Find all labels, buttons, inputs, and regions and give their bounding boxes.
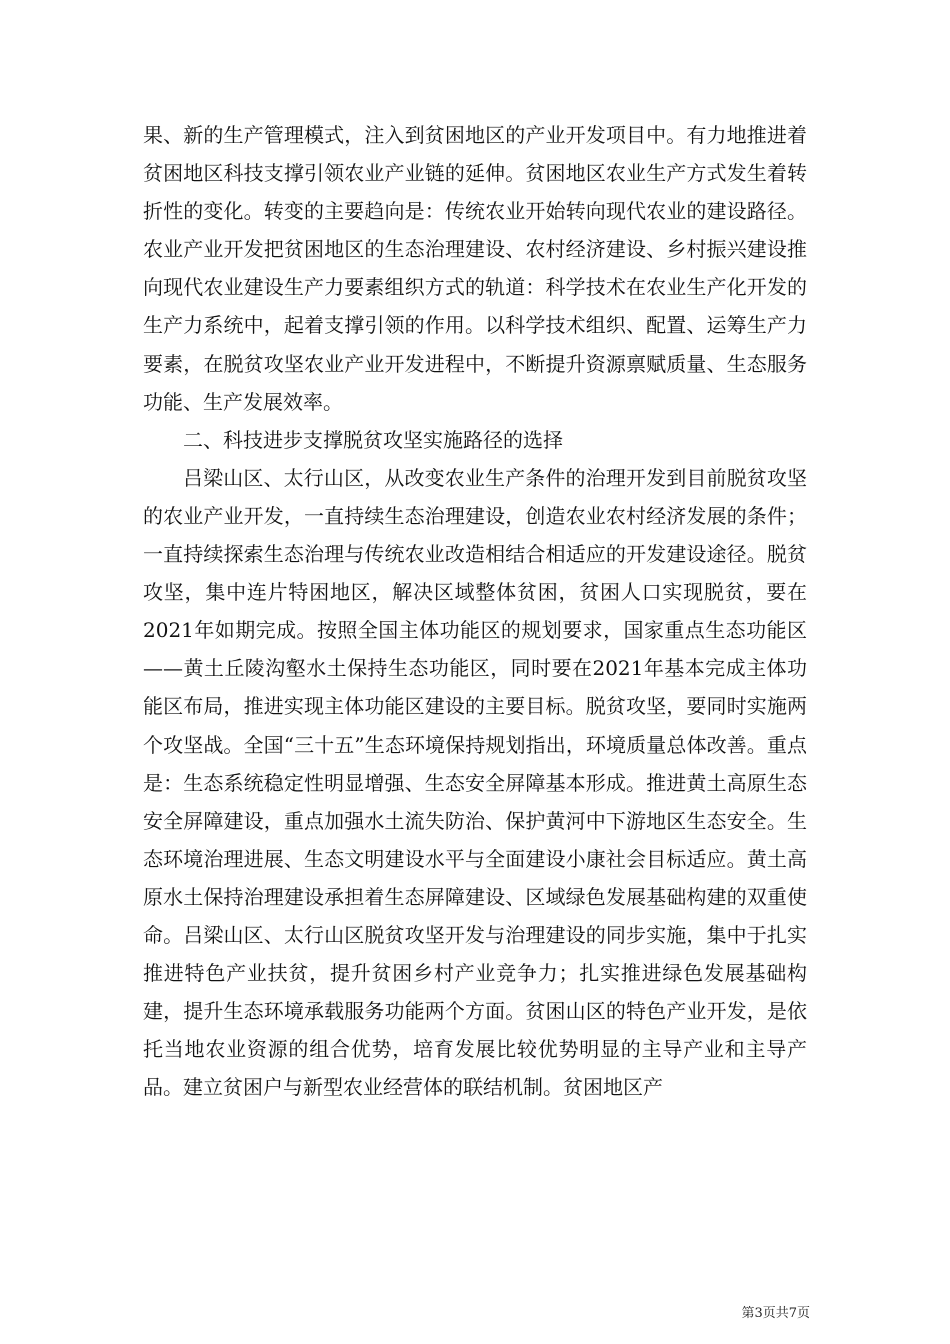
body-paragraph: 果、新的生产管理模式，注入到贫困地区的产业开发项目中。有力地推进着贫困地区科技支撑引领农业产业链的延伸。贫困地区农业生产方式发生着转折性的变化。转变的主要趋向是：传统农业开始转向现代农业的建设路径。农业产业开发把贫困地区的生态治理建设、农村经济建设、乡村振兴建设推向现代农业建设生产力要素组织方式的轨道：科学技术在农业生产化开发的生产力系统中，起着支撑引领的作用。以科学技术组织、配置、运筹生产力要素，在脱贫攻坚农业产业开发进程中，不断提升资源禀赋质量、生态服务功能、生产发展效率。 [143, 123, 807, 414]
page-number-footer: 第3页共7页 [741, 1306, 810, 1321]
body-paragraph: 吕梁山区、太行山区，从改变农业生产条件的治理开发到目前脱贫攻坚的农业产业开发，一直持续生态治理建设，创造农业农村经济发展的条件；一直持续探索生态治理与传统农业改造相结合相适应的开发建设途径。脱贫攻坚，集中连片特困地区，解决区域整体贫困，贫困人口实现脱贫，要在2021年如期完成。按照全国主体功能区的规划要求，国家重点生态功能区——黄土丘陵沟壑水土保持生态功能区，同时要在2021年基本完成主体功能区布局，推进实现主体功能区建设的主要目标。脱贫攻坚，要同时实施两个攻坚战。全国“三十五”生态环境保持规划指出，环境质量总体改善。重点是：生态系统稳定性明显增强、生态安全屏障基本形成。推进黄土高原生态安全屏障建设，重点加强水土流失防治、保护黄河中下游地区生态安全。生态环境治理进展、生态文明建设水平与全面建设小康社会目标适应。黄土高原水土保持治理建设承担着生态屏障建设、区域绿色发展基础构建的双重使命。吕梁山区、太行山区脱贫攻坚开发与治理建设的同步实施，集中于扎实推进特色产业扶贫，提升贫困乡村产业竞争力；扎实推进绿色发展基础构建，提升生态环境承载服务功能两个方面。贫困山区的特色产业开发，是依托当地农业资源的组合优势，培育发展比较优势明显的主导产业和主导产品。建立贫困户与新型农业经营体的联结机制。贫困地区产 [143, 465, 807, 1100]
section-heading: 二、科技进步支撑脱贫攻坚实施路径的选择 [183, 427, 563, 452]
document-body [143, 116, 807, 1106]
